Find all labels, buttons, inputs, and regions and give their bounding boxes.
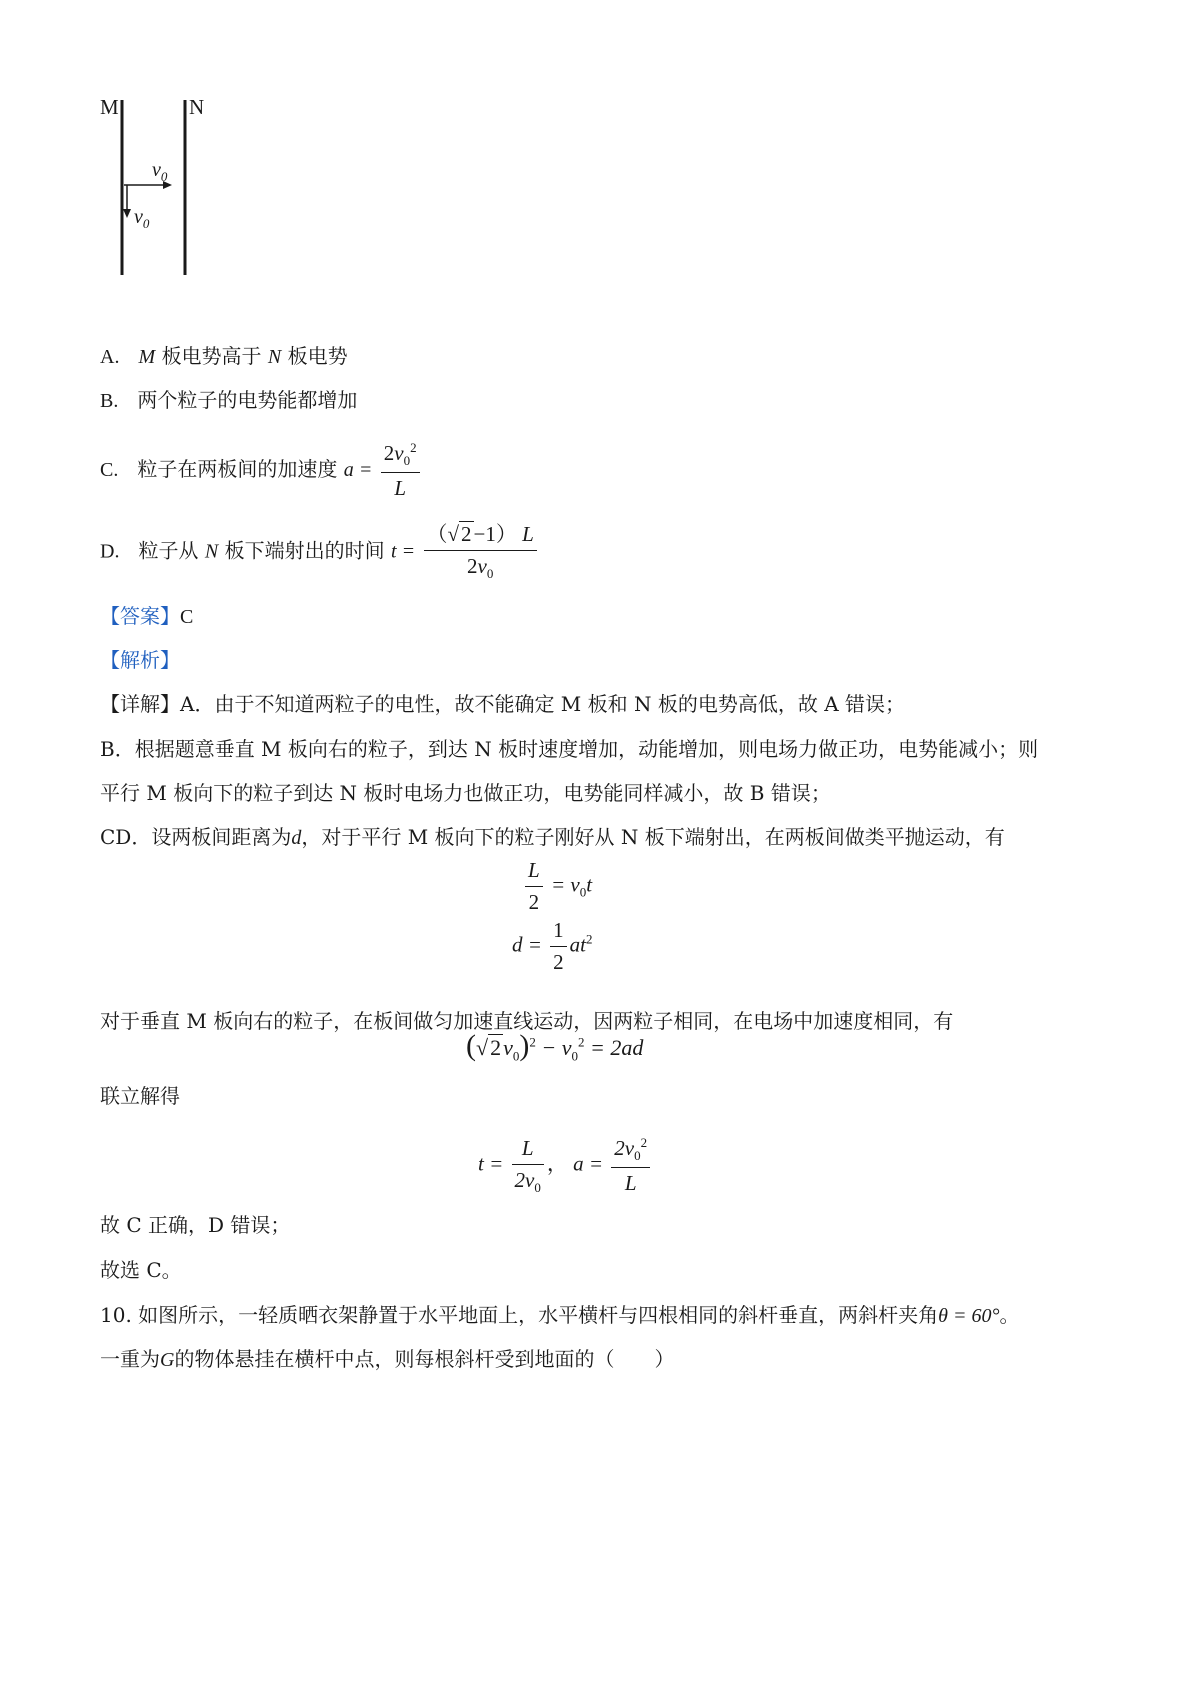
analysis-label: 【解析】 — [100, 648, 180, 672]
option-d-fraction: $\frac{(√2-1) L}{2v_0}$ — [424, 522, 537, 582]
detail-b-line2: 平行 M 板向下的粒子到达 N 板时电场力也做正功，电势能同样减小，故 B 错误； — [100, 781, 831, 805]
plate-n-label: N — [189, 95, 205, 119]
arrow-down-head — [123, 209, 131, 218]
option-a — [100, 346, 348, 367]
plates-diagram — [100, 95, 240, 285]
detail-c: 故 C 正确，D 错误； — [100, 1213, 291, 1237]
option-b-letter: B. — [100, 390, 119, 412]
detail-joint: 联立解得 — [100, 1084, 180, 1108]
detail-b-line1: B．根据题意垂直 M 板向右的粒子，到达 N 板时速度增加，动能增加，则电场力做正功，电势能减小；则 — [100, 737, 1039, 761]
option-c-fraction: $\frac{2v_0^2}{L}$ — [381, 440, 420, 501]
detail-choose: 故选 C。 — [100, 1258, 182, 1282]
equation-2: d = $\frac{1}{2}$ $at^2$ — [512, 918, 593, 975]
option-c-eq: = — [360, 458, 372, 481]
detail-label: 【详解】 — [100, 692, 180, 716]
equation-4: t = $\frac{L}{2v_0}$ ， a = $\frac{2v_0^2}{L}$ — [478, 1135, 653, 1196]
option-d — [100, 522, 540, 582]
option-d-var-n: N — [204, 540, 219, 563]
option-c — [100, 440, 423, 501]
plates-figure — [100, 95, 240, 285]
question-10-line1: 10. 如图所示，一轻质晒衣架静置于水平地面上，水平横杆与四根相同的斜杆垂直，两斜杆夹角θ = 60°。 — [100, 1303, 1020, 1327]
option-d-var-t: t — [390, 540, 397, 563]
detail-perp: 对于垂直 M 板向右的粒子，在板间做匀加速直线运动，因两粒子相同，在电场中加速度相同，有 — [100, 1009, 954, 1033]
option-b — [100, 390, 357, 411]
option-a-end: 板电势 — [287, 344, 348, 368]
v-down-label: $v_0$ — [134, 206, 150, 231]
v-right-label: $v_0$ — [152, 159, 168, 184]
option-c-letter: C. — [100, 458, 119, 481]
option-d-eq: = — [402, 540, 415, 563]
equation-3: $(√2v_0)^2 - v_0^2 = 2ad$ — [466, 1029, 644, 1064]
option-a-mid: 板电势高于 — [161, 344, 262, 368]
option-c-var: a — [343, 458, 354, 481]
option-d-mid: 板下端射出的时间 — [224, 538, 385, 563]
equation-1: $\frac{L}{2}$ = $v_0t$ — [522, 858, 592, 915]
question-10-line2: 一重为G的物体悬挂在横杆中点，则每根斜杆受到地面的（ ） — [100, 1347, 675, 1371]
detail-cd: CD．设两板间距离为d，对于平行 M 板向下的粒子刚好从 N 板下端射出，在两板间做类平抛运动，有 — [100, 825, 1005, 849]
plate-m-label: M — [100, 95, 119, 119]
answer-value: C — [180, 606, 194, 628]
option-a-var-n: N — [267, 346, 282, 368]
detail-a — [100, 694, 905, 714]
option-d-letter: D. — [100, 540, 120, 563]
option-c-text: 粒子在两板间的加速度 — [137, 456, 338, 481]
answer — [100, 606, 193, 627]
option-d-pre: 粒子从 — [138, 538, 199, 563]
option-a-letter: A. — [100, 346, 120, 368]
detail-a-text: A．由于不知道两粒子的电性，故不能确定 M 板和 N 板的电势高低，故 A 错误； — [180, 692, 906, 716]
option-b-text: 两个粒子的电势能都增加 — [137, 388, 358, 412]
answer-label: 【答案】 — [100, 604, 180, 628]
option-a-var-m: M — [138, 346, 156, 368]
